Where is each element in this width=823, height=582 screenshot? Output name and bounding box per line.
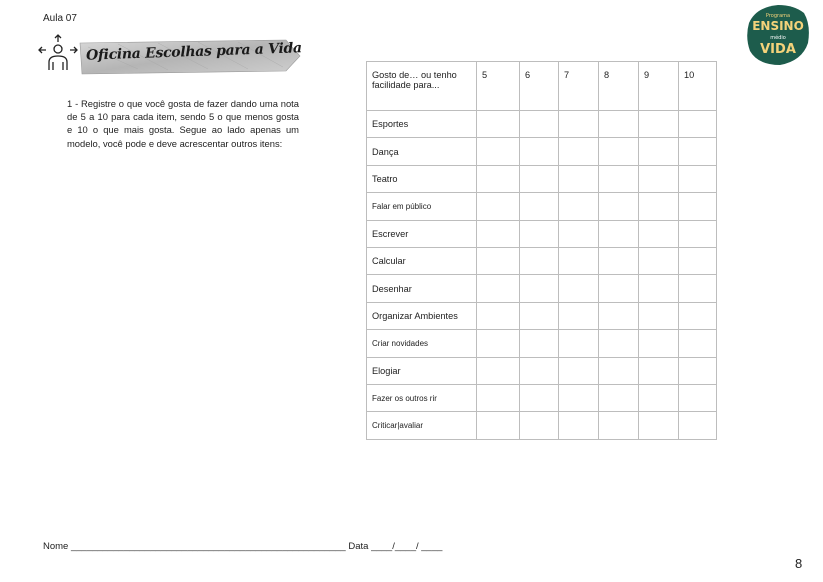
score-cell[interactable] <box>559 138 599 165</box>
score-cell[interactable] <box>599 220 639 247</box>
logo-middle: médio <box>770 35 786 41</box>
logo-program: Programa <box>765 13 791 19</box>
table-row <box>367 220 717 247</box>
row-label: Escrever <box>367 220 477 247</box>
score-cell[interactable] <box>520 357 559 384</box>
table-header-cell: Gosto de… ou tenho facilidade para... <box>367 62 477 111</box>
score-cell[interactable] <box>520 220 559 247</box>
score-cell[interactable] <box>639 138 679 165</box>
score-cell[interactable] <box>520 193 559 220</box>
table-row <box>367 138 717 165</box>
row-label: Falar em público <box>367 193 477 220</box>
banner-title: Oficina Escolhas para a Vida <box>85 40 302 64</box>
score-cell[interactable] <box>520 384 559 411</box>
score-cell[interactable] <box>520 330 559 357</box>
score-cell[interactable] <box>559 193 599 220</box>
score-cell[interactable] <box>477 138 520 165</box>
row-label: Criar novidades <box>367 330 477 357</box>
score-cell[interactable] <box>559 247 599 274</box>
score-cell[interactable] <box>520 111 559 138</box>
score-cell[interactable] <box>559 220 599 247</box>
score-cell[interactable] <box>599 247 639 274</box>
score-cell[interactable] <box>679 384 717 411</box>
score-cell[interactable] <box>599 165 639 192</box>
table-header-cell: 8 <box>599 62 639 111</box>
score-cell[interactable] <box>477 111 520 138</box>
score-cell[interactable] <box>599 138 639 165</box>
table-row <box>367 247 717 274</box>
score-cell[interactable] <box>599 193 639 220</box>
table-header-cell: 10 <box>679 62 717 111</box>
row-label: Elogiar <box>367 357 477 384</box>
score-cell[interactable] <box>679 138 717 165</box>
row-label: Organizar Ambientes <box>367 302 477 329</box>
logo-line1: ENSINO <box>752 19 804 33</box>
table-row <box>367 357 717 384</box>
table-row <box>367 302 717 329</box>
score-cell[interactable] <box>559 412 599 439</box>
score-cell[interactable] <box>477 357 520 384</box>
score-cell[interactable] <box>599 357 639 384</box>
table-row <box>367 384 717 411</box>
row-label: Calcular <box>367 247 477 274</box>
page-number: 8 <box>795 556 803 571</box>
score-cell[interactable] <box>599 302 639 329</box>
score-cell[interactable] <box>639 330 679 357</box>
score-cell[interactable] <box>599 275 639 302</box>
score-cell[interactable] <box>559 302 599 329</box>
score-cell[interactable] <box>599 111 639 138</box>
score-cell[interactable] <box>559 165 599 192</box>
score-cell[interactable] <box>639 111 679 138</box>
score-cell[interactable] <box>520 302 559 329</box>
score-cell[interactable] <box>639 247 679 274</box>
score-cell[interactable] <box>559 111 599 138</box>
name-date-line[interactable]: Nome ____________________________________________________ Data ____/____/ ____ <box>43 541 443 552</box>
table-header-cell: 7 <box>559 62 599 111</box>
instructions-text: 1 - Registre o que você gosta de fazer dando uma nota de 5 a 10 para cada item, sendo 5 o que menos gosta e 10 o que mais gosta. Segue ao lado apenas um modelo, você pode e deve acrescentar outros itens: <box>67 98 299 149</box>
table-row <box>367 412 717 439</box>
table-row <box>367 330 717 357</box>
score-cell[interactable] <box>639 165 679 192</box>
person-choices-icon <box>37 32 79 74</box>
score-cell[interactable] <box>520 138 559 165</box>
score-cell[interactable] <box>639 412 679 439</box>
score-cell[interactable] <box>559 275 599 302</box>
score-cell[interactable] <box>639 220 679 247</box>
table-row <box>367 275 717 302</box>
score-cell[interactable] <box>520 412 559 439</box>
score-cell[interactable] <box>477 193 520 220</box>
score-cell[interactable] <box>679 302 717 329</box>
score-cell[interactable] <box>679 247 717 274</box>
score-cell[interactable] <box>679 330 717 357</box>
score-cell[interactable] <box>639 302 679 329</box>
score-cell[interactable] <box>477 384 520 411</box>
score-cell[interactable] <box>599 384 639 411</box>
score-cell[interactable] <box>477 247 520 274</box>
row-label: Fazer os outros rir <box>367 384 477 411</box>
table-header-row <box>367 62 717 111</box>
row-label: Desenhar <box>367 275 477 302</box>
score-cell[interactable] <box>477 220 520 247</box>
score-cell[interactable] <box>559 357 599 384</box>
score-cell[interactable] <box>679 193 717 220</box>
score-cell[interactable] <box>679 275 717 302</box>
score-cell[interactable] <box>477 412 520 439</box>
score-cell[interactable] <box>639 357 679 384</box>
score-cell[interactable] <box>679 165 717 192</box>
table-row <box>367 111 717 138</box>
score-cell[interactable] <box>639 275 679 302</box>
score-cell[interactable] <box>520 165 559 192</box>
score-cell[interactable] <box>559 384 599 411</box>
score-cell[interactable] <box>679 412 717 439</box>
score-cell[interactable] <box>477 275 520 302</box>
score-cell[interactable] <box>639 193 679 220</box>
ensino-medio-logo <box>744 3 812 67</box>
logo-line2: VIDA <box>760 42 796 57</box>
score-cell[interactable] <box>599 412 639 439</box>
table-header-cell: 5 <box>477 62 520 111</box>
table-row <box>367 193 717 220</box>
preferences-table <box>366 61 717 440</box>
score-cell[interactable] <box>477 330 520 357</box>
score-cell[interactable] <box>477 165 520 192</box>
score-cell[interactable] <box>520 275 559 302</box>
lesson-label: Aula 07 <box>43 13 77 24</box>
score-cell[interactable] <box>679 111 717 138</box>
row-label: Criticar|avaliar <box>367 412 477 439</box>
row-label: Dança <box>367 138 477 165</box>
table-header-cell: 6 <box>520 62 559 111</box>
row-label: Esportes <box>367 111 477 138</box>
score-cell[interactable] <box>559 330 599 357</box>
score-cell[interactable] <box>599 330 639 357</box>
table-row <box>367 165 717 192</box>
score-cell[interactable] <box>520 247 559 274</box>
row-label: Teatro <box>367 165 477 192</box>
score-cell[interactable] <box>477 302 520 329</box>
table-header-cell: 9 <box>639 62 679 111</box>
score-cell[interactable] <box>639 384 679 411</box>
score-cell[interactable] <box>679 357 717 384</box>
score-cell[interactable] <box>679 220 717 247</box>
